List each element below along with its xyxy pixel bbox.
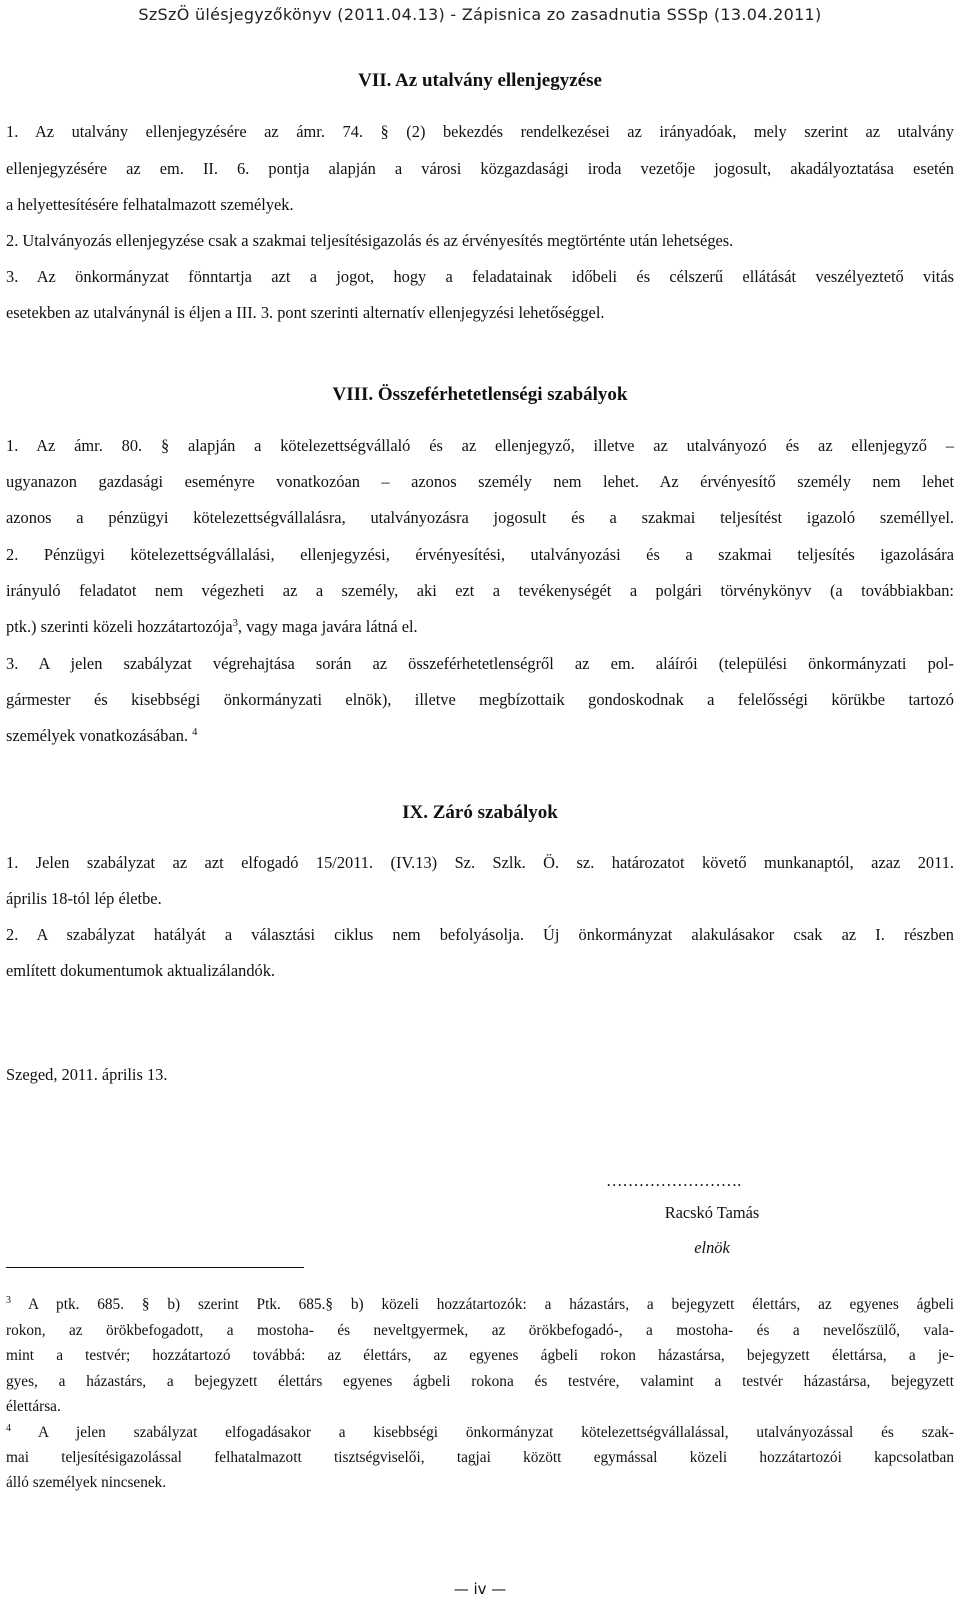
footnote-3-line — [6, 1296, 954, 1314]
section-7-line: a helyettesítésére felhatalmazott személyek. — [6, 195, 294, 214]
section-8-line — [6, 617, 954, 637]
section-7-line: 2. Utalványozás ellenjegyzése csak a szakmai teljesítésigazolás és az érvényesítés megtörténte után lehetséges. — [6, 231, 734, 250]
section-8-text: , vagy maga javára látná el. — [237, 617, 418, 636]
footnote-3-line: élettársa. — [6, 1398, 61, 1415]
section-9-line: április 18-tól lép életbe. — [6, 889, 162, 908]
section-8-line: irányuló feladatot nem végezheti az a személy, aki ezt a tevékenységét a polgári törvénykönyv (a továbbiakban: — [6, 581, 954, 600]
section-7-line: 3. Az önkormányzat fönntartja azt a jogot, hogy a feladatainak időbeli és célszerű ellátását veszélyeztető vitás — [6, 267, 954, 286]
signer-role: elnök — [694, 1238, 730, 1257]
section-7-line: ellenjegyzésére az em. II. 6. pontja alapján a városi közgazdasági iroda vezetője jogosult, akadályoztatása esetén — [6, 159, 954, 178]
footnote-4-mark: 4 — [6, 1423, 11, 1434]
footnote-3-line: gyes, a házastárs, a bejegyzett élettárs egyenes ágbeli rokona és testvére, valamint a testvér házastársa, bejegyzett — [6, 1373, 954, 1390]
footnote-3-text: A ptk. 685. § b) szerint Ptk. 685.§ b) közeli hozzátartozók: a házastárs, a bejegyzett élettárs, az egyenes ágbeli — [11, 1296, 954, 1313]
footnote-3-line: mint a testvér; hozzátartozó továbbá: az élettárs, az egyenes ágbeli rokon házastársa, bejegyzett élettársa, a je- — [6, 1347, 954, 1364]
footnote-ref-3: 3 — [232, 618, 238, 629]
section-7-line: esetekben az utalványnál is éljen a III. 3. pont szerinti alternatív ellenjegyzési lehetőséggel. — [6, 303, 605, 322]
section-9-heading: IX. Záró szabályok — [402, 802, 558, 823]
footnote-4-line — [6, 1424, 954, 1442]
page-number: — iv — — [453, 1580, 507, 1598]
section-7-heading: VII. Az utalvány ellenjegyzése — [358, 70, 602, 91]
footnote-4-text: A jelen szabályzat elfogadásakor a kisebbségi önkormányzat kötelezettségvállalással, utalványozással és szak- — [11, 1424, 954, 1441]
footnote-4-line: mai teljesítésigazolással felhatalmazott tisztségviselői, tagjai között egymással közeli hozzátartozói kapcsolatban — [6, 1449, 954, 1466]
section-8-heading: VIII. Összeférhetetlenségi szabályok — [332, 384, 628, 405]
signer-name: Racskó Tamás — [664, 1203, 760, 1222]
section-7-line: 1. Az utalvány ellenjegyzésére az ámr. 74. § (2) bekezdés rendelkezései az irányadóak, mely szerint az utalvány — [6, 122, 954, 141]
section-8-line: 2. Pénzügyi kötelezettségvállalási, ellenjegyzési, érvényesítési, utalványozási és a szakmai teljesítés igazolására — [6, 545, 954, 564]
footnote-4-line: álló személyek nincsenek. — [6, 1474, 167, 1491]
section-8-line — [6, 726, 954, 746]
footnote-separator — [6, 1267, 304, 1268]
section-8-line: azonos a pénzügyi kötelezettségvállalásra, utalványozásra jogosult és a szakmai teljesítést igazoló személlyel. — [6, 508, 954, 527]
section-9-line: 1. Jelen szabályzat az azt elfogadó 15/2011. (IV.13) Sz. Szlk. Ö. sz. határozatot követő munkanaptól, azaz 2011. — [6, 853, 954, 872]
section-8-line: 1. Az ámr. 80. § alapján a kötelezettségvállaló és az ellenjegyző, illetve az utalványozó és az ellenjegyző – — [6, 436, 954, 455]
section-8-line: ugyanazon gazdasági eseményre vonatkozóan – azonos személy nem lehet. Az érvényesítő személy nem lehet — [6, 472, 954, 491]
section-8-line: gármester és kisebbségi önkormányzati elnök), illetve megbízottaik gondoskodnak a felelősségi körükbe tartozó — [6, 690, 954, 709]
footnote-3-mark: 3 — [6, 1295, 11, 1306]
header-title: SzSzÖ ülésjegyzőkönyv (2011.04.13) - Zápisnica zo zasadnutia SSSp (13.04.2011) — [138, 5, 822, 24]
footnote-ref-4: 4 — [192, 727, 198, 738]
signature-line: ……………………. — [606, 1171, 742, 1190]
place-date: Szeged, 2011. április 13. — [6, 1065, 168, 1084]
section-8-text: személyek vonatkozásában. — [6, 726, 189, 745]
footnote-3-line: rokon, az örökbefogadott, a mostoha- és neveltgyermek, az örökbefogadó-, a mostoha- és a nevelőszülő, vala- — [6, 1322, 954, 1339]
section-8-text: ptk.) szerinti közeli hozzátartozója — [6, 617, 233, 636]
section-8-line: 3. A jelen szabályzat végrehajtása során az összeférhetetlenségről az em. aláírói (települési önkormányzati pol- — [6, 654, 954, 673]
section-9-line: 2. A szabályzat hatályát a választási ciklus nem befolyásolja. Új önkormányzat alakulásakor csak az I. részben — [6, 925, 954, 944]
section-9-line: említett dokumentumok aktualizálandók. — [6, 961, 276, 980]
